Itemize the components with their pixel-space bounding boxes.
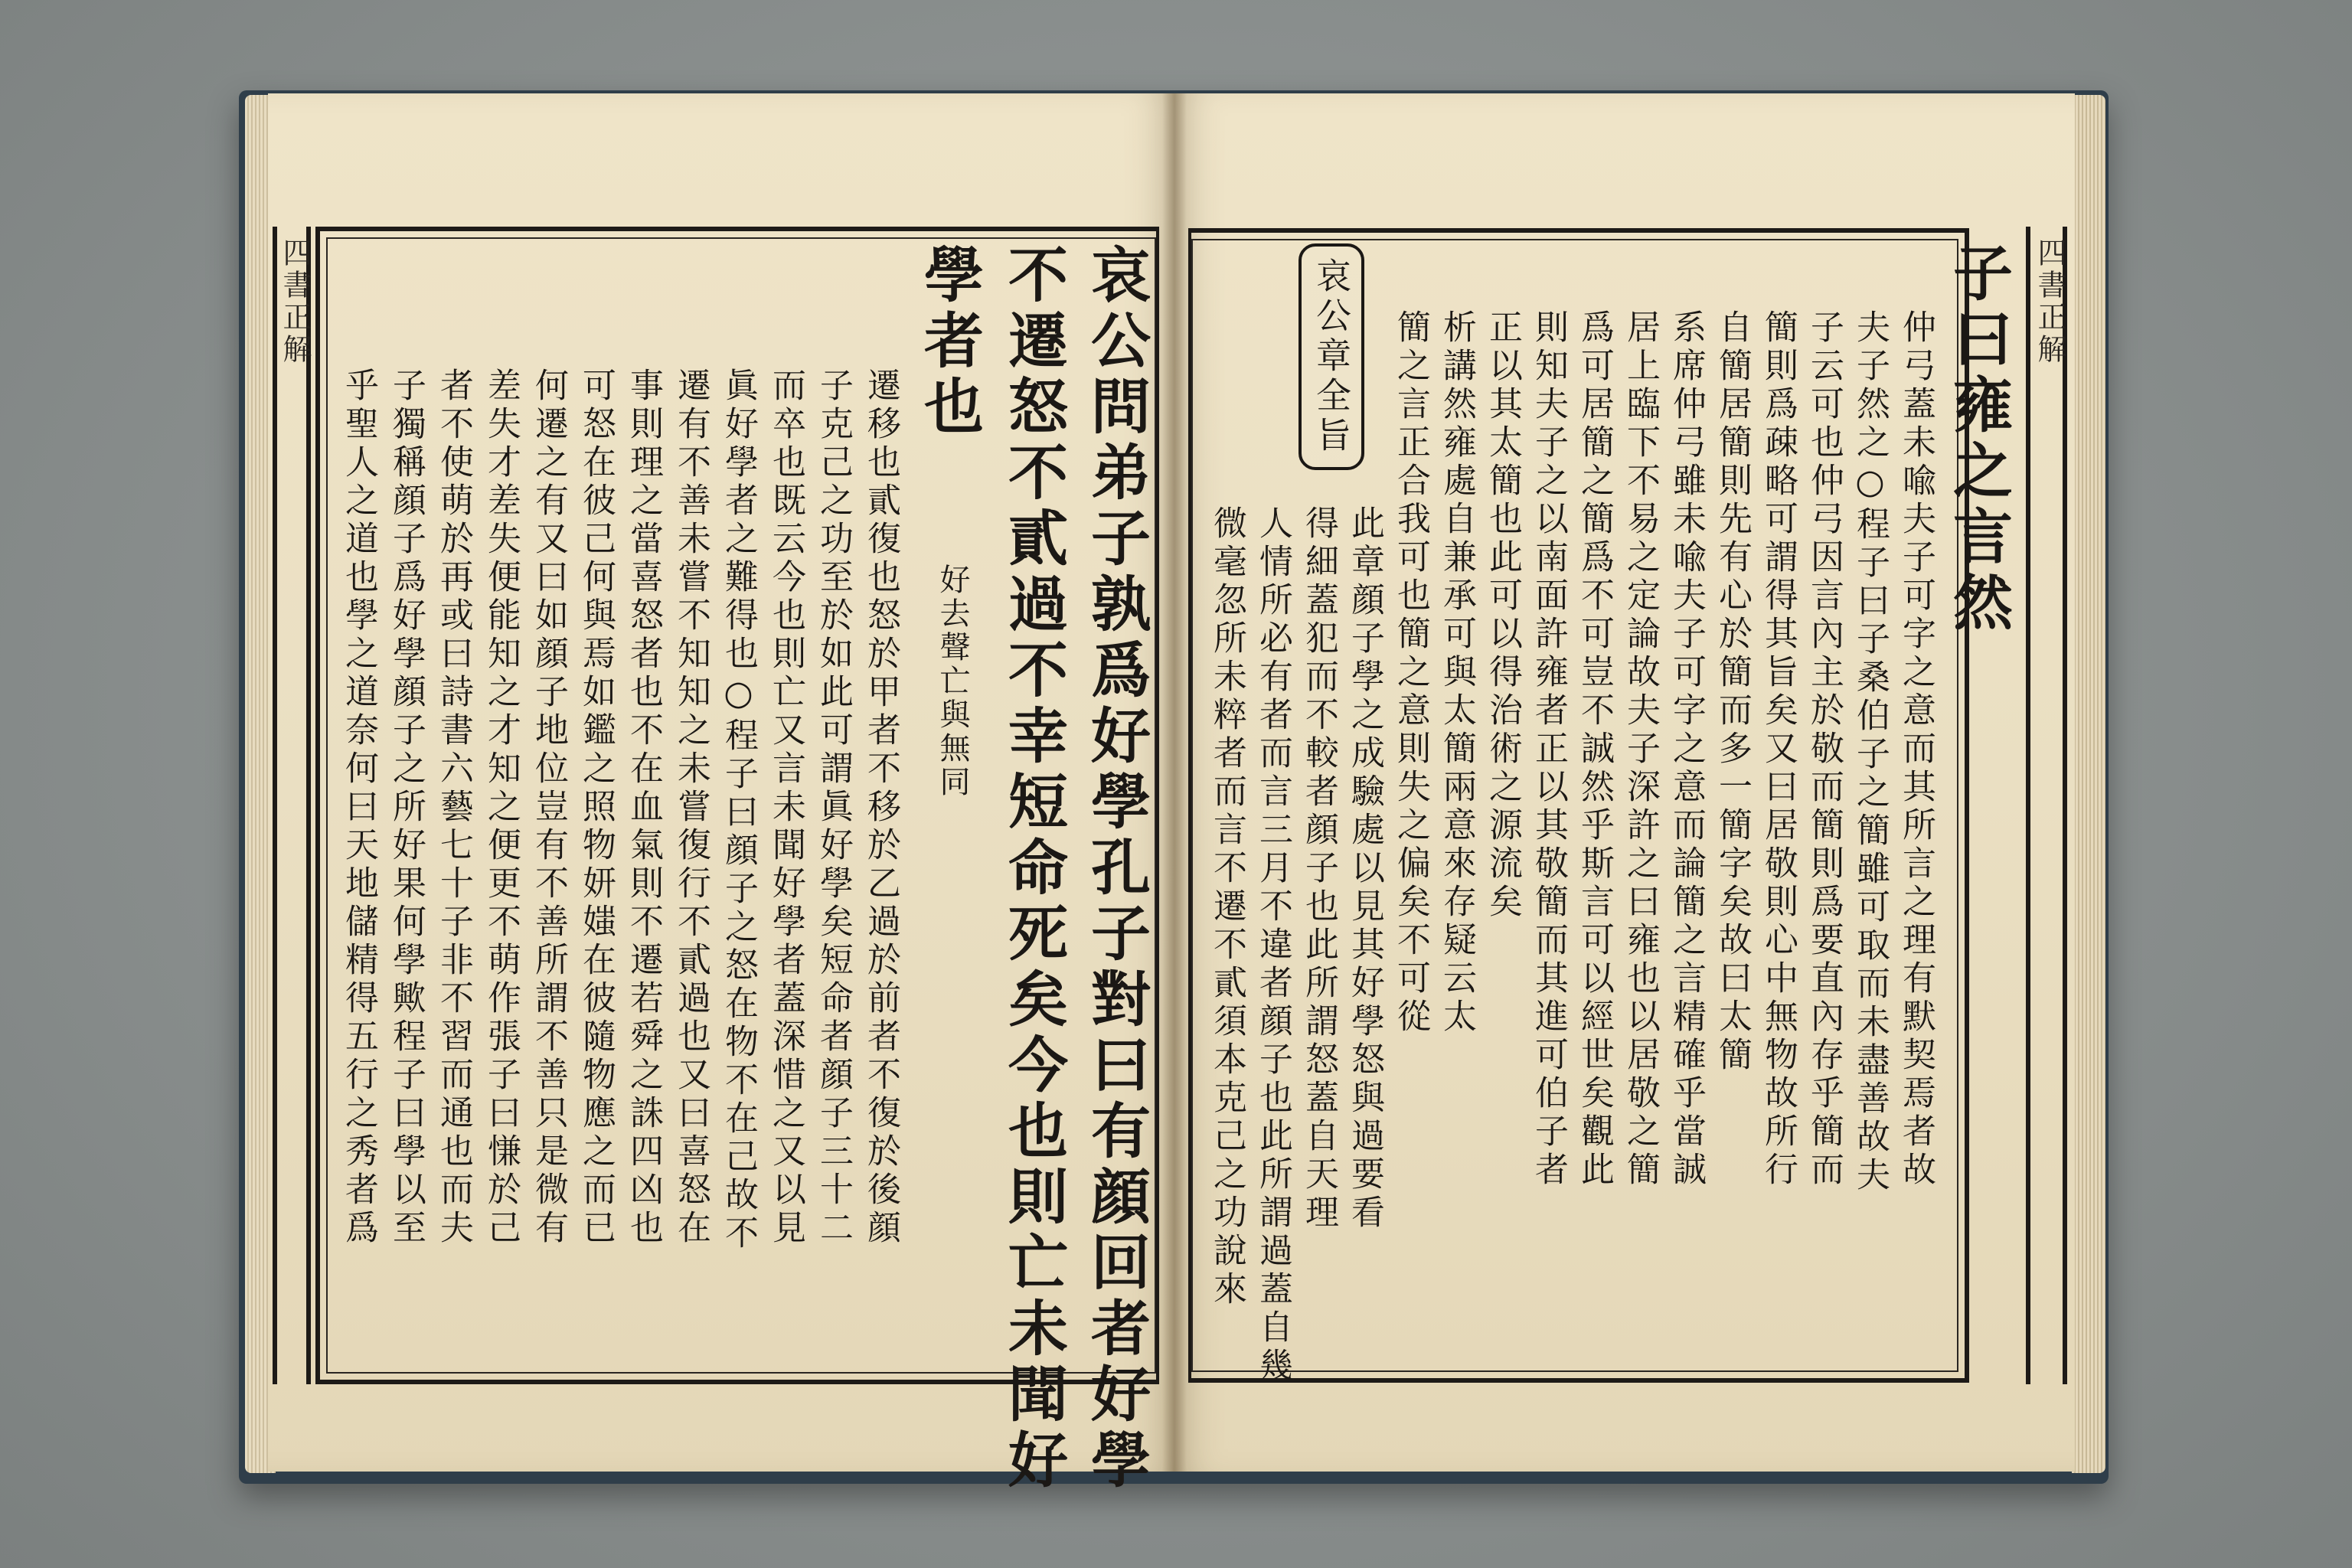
right-lower-column-3: 人情所必有者而言三月不違者顔子也此所謂過蓋自幾 — [1253, 505, 1292, 1386]
right-commentary-column-1: 仲弓蓋未喩夫子可字之意而其所言之理有默契焉者故 — [1896, 309, 1936, 1190]
right-margin-title: 四書正解 — [2033, 237, 2066, 366]
commentary-column-8: 何遷之有又曰如顔子地位豈有不善所謂不善只是微有 — [529, 368, 568, 1248]
right-commentary-column-8: 爲可居簡之簡爲不可豈不誠然乎斯言可以經世矣觀此 — [1575, 309, 1614, 1190]
right-lower-column-1: 此章顔子學之成驗處以見其好學怒與過要看 — [1345, 505, 1384, 1233]
commentary-column-9: 差失才差失便能知之才知之便更不萌作張子曰慊於己 — [482, 368, 521, 1248]
right-commentary-column-5: 自簡居簡則先有心於簡而多一簡字矣故曰太簡 — [1713, 309, 1752, 1075]
right-commentary-column-7: 居上臨下不易之定論故夫子深許之曰雍也以居敬之簡 — [1621, 309, 1660, 1190]
commentary-column-10: 者不使萌於再或曰詩書六藝七十子非不習而通也而夫 — [434, 368, 473, 1248]
chapter-heading-box: 哀公章全旨 — [1298, 243, 1364, 470]
main-text-column-3: 學者也 — [914, 243, 984, 441]
commentary-column-12: 乎聖人之道也學之道奈何曰天地儲精得五行之秀者爲 — [339, 368, 378, 1248]
main-text-column-right: 子曰雍之言然 — [1943, 242, 2013, 637]
commentary-column-11: 子獨稱顔子爲好學顔子之所好果何學歟程子曰學以至 — [387, 368, 426, 1248]
commentary-column-1: 遷移也貳復也怒於甲者不移於乙過於前者不復於後顔 — [861, 368, 900, 1248]
left-margin-title: 四書正解 — [278, 237, 312, 366]
main-text-column-2: 不遷怒不貳過不幸短命死矣今也則亡未聞好 — [998, 243, 1068, 1494]
commentary-column-4: 眞好學者之難得也○程子曰顔子之怒在物不在己故不 — [719, 368, 758, 1253]
right-commentary-column-4: 簡則爲疎略可謂得其旨矣又曰居敬則心中無物故所行 — [1759, 309, 1798, 1190]
right-lower-column-4: 微毫忽所未粹者而言不遷不貳須本克己之功說來 — [1207, 505, 1246, 1309]
right-commentary-column-12: 簡之言正合我可也簡之意則失之偏矣不可從 — [1391, 309, 1430, 1037]
commentary-column-6: 事則理之當喜怒者也不在血氣則不遷若舜之誅四凶也 — [624, 368, 663, 1248]
right-commentary-column-9: 則知夫子之以南面許雍者正以其敬簡而其進可伯子者 — [1529, 309, 1568, 1190]
commentary-column-2: 子克己之功至於如此可謂眞好學矣短命者顔子三十二 — [814, 368, 853, 1248]
right-commentary-column-2: 夫子然之○程子曰子桑伯子之簡雖可取而未盡善故夫 — [1851, 309, 1890, 1195]
book-gutter — [1162, 93, 1187, 1472]
commentary-column-7: 可怒在彼己何與焉如鑑之照物妍媸在彼隨物應之而已 — [577, 368, 616, 1248]
right-commentary-column-10: 正以其太簡也此可以得治術之源流矣 — [1483, 309, 1522, 922]
right-lower-column-2: 得細蓋犯而不較者顔子也此所謂怒蓋自天理 — [1299, 505, 1338, 1233]
right-commentary-column-3: 子云可也仲弓因言內主於敬而簡則爲要直內存乎簡而 — [1805, 309, 1844, 1190]
pronunciation-note: 好去聲亡與無同 — [935, 564, 970, 799]
commentary-column-3: 而卒也既云今也則亡又言未聞好學者蓋深惜之又以見 — [766, 368, 805, 1248]
commentary-column-5: 遷有不善未嘗不知知之未嘗復行不貳過也又曰喜怒在 — [671, 368, 710, 1248]
page-edges-right — [2072, 95, 2105, 1473]
right-commentary-column-11: 析講然雍處自兼承可與太簡兩意來存疑云太 — [1437, 309, 1476, 1037]
main-text-column-1: 哀公問弟子孰爲好學孔子對曰有顔回者好學 — [1081, 243, 1151, 1494]
right-commentary-column-6: 系席仲弓雖未喩夫子可字之意而論簡之言精確乎當誠 — [1667, 309, 1706, 1190]
show-through-text — [505, 130, 563, 178]
